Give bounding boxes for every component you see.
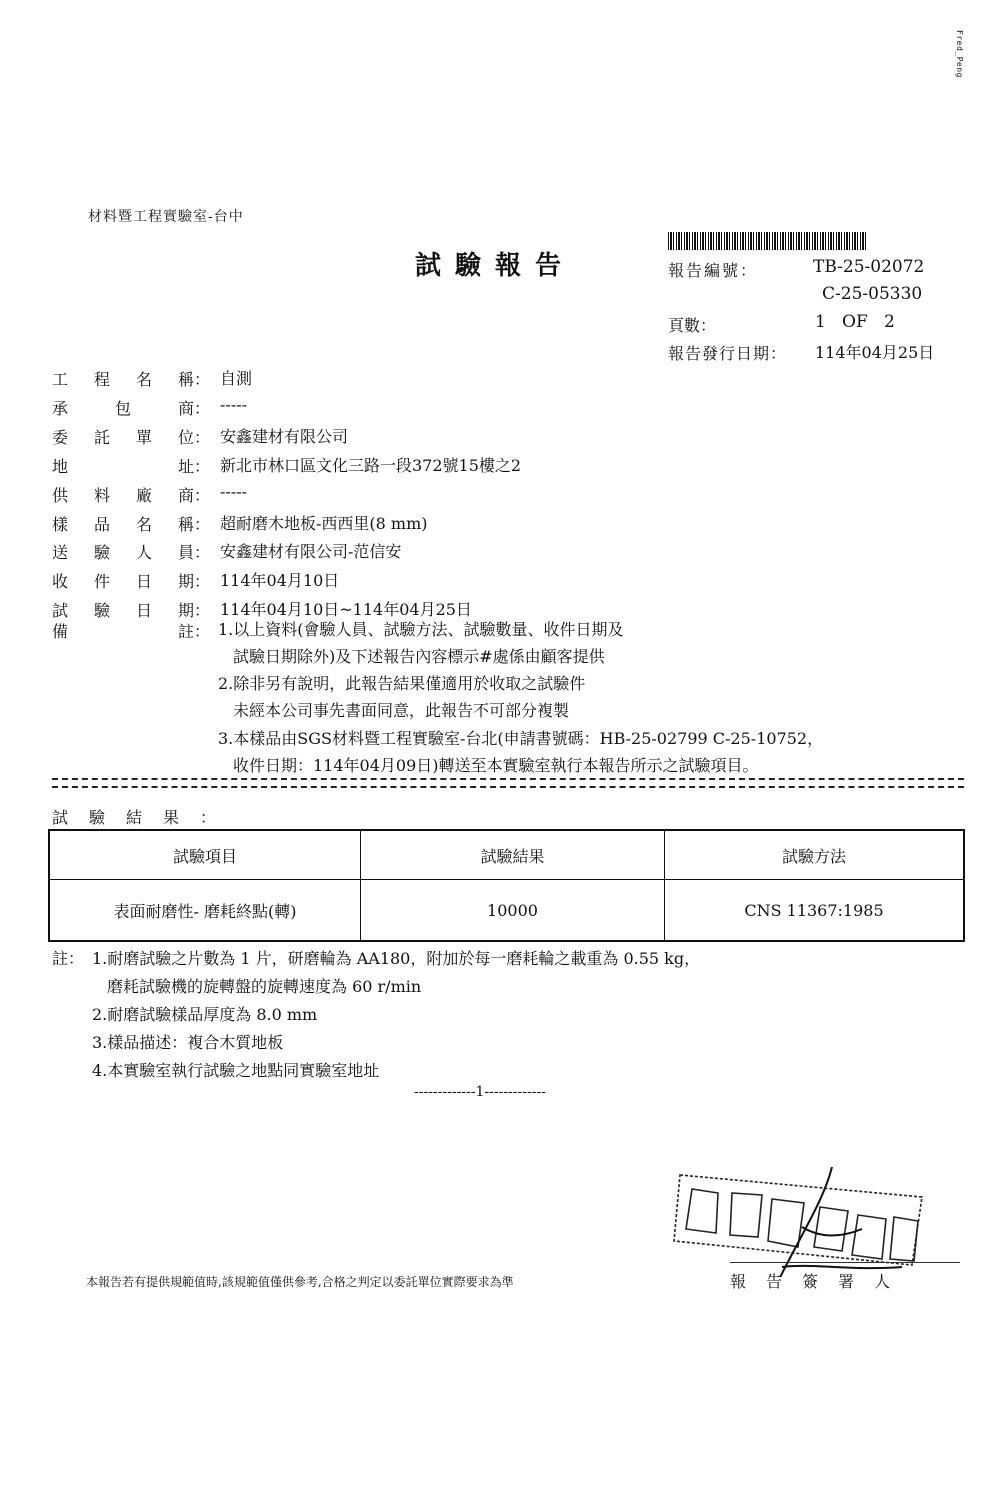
remark-line: 3.本樣品由SGS材料暨工程實驗室-台北(申請書號碼：HB-25-02799 C-25-10752， (218, 729, 824, 748)
note-line: 4.本實驗室執行試驗之地點同實驗室地址 (92, 1061, 380, 1080)
field-label-char: 單 (135, 428, 152, 447)
field-label-char: 驗 (93, 543, 110, 562)
seal-stamp-icon (672, 1167, 942, 1277)
lab-name: 材料暨工程實驗室-台中 (88, 209, 244, 225)
results-table (48, 829, 965, 942)
field-label (52, 540, 210, 563)
report-title: 試驗報告 (415, 251, 576, 281)
side-mark: Fred_Peng (955, 30, 964, 78)
report-number-2: C-25-05330 (822, 284, 923, 304)
field-label-char: 期： (177, 601, 210, 620)
page-count-value: 1 OF 2 (815, 312, 895, 332)
note-line: 磨耗試驗機的旋轉盤的旋轉速度為 60 r/min (107, 977, 422, 996)
footer-note: 本報告若有提供規範值時,該規範值僅供參考,合格之判定以委託單位實際要求為準 (86, 1275, 514, 1289)
field-value: ----- (220, 395, 248, 414)
signer-label: 報告簽署人 (730, 1272, 911, 1291)
field-label-char: 驗 (93, 601, 110, 620)
table-cell: 表面耐磨性- 磨耗終點(轉) (49, 880, 361, 942)
field-label (52, 512, 210, 535)
field-label-char: 商： (177, 486, 210, 505)
field-label-char: 包 (114, 399, 131, 418)
separator-double-line (52, 778, 964, 788)
field-label-char: 送 (52, 543, 69, 562)
field-label (52, 598, 210, 621)
field-label-char: 稱： (177, 515, 210, 534)
remarks-label-2: 註： (177, 622, 210, 641)
report-number-label: 報告編號： (668, 261, 759, 280)
field-label-char: 日 (135, 572, 152, 591)
field-label-char: 工 (52, 370, 69, 389)
remark-line: 未經本公司事先書面同意，此報告不可部分複製 (233, 701, 570, 720)
field-value: 安鑫建材有限公司 (220, 427, 349, 446)
remarks-label (52, 619, 210, 642)
header-cell: 試驗結果 (361, 830, 665, 880)
field-label-char: 商： (177, 399, 210, 418)
field-label-char: 程 (93, 370, 110, 389)
field-value: 超耐磨木地板-西西里(8 mm) (220, 514, 428, 533)
field-label-char: 收 (52, 572, 69, 591)
field-value: 114年04月10日 (220, 571, 340, 590)
page-marker: -------------1------------- (414, 1084, 546, 1100)
field-value: 114年04月10日~114年04月25日 (220, 600, 472, 619)
results-label: 試驗結果： (52, 808, 238, 827)
field-label-char: 委 (52, 428, 69, 447)
remark-line: 2.除非另有說明，此報告結果僅適用於收取之試驗件 (218, 674, 586, 693)
field-label (52, 569, 210, 592)
field-label-char: 供 (52, 486, 69, 505)
remark-line: 收件日期：114年04月09日)轉送至本實驗室執行本報告所示之試驗項目。 (233, 756, 759, 775)
field-label-char: 期： (177, 572, 210, 591)
field-label-char: 日 (135, 601, 152, 620)
field-label (52, 483, 210, 506)
field-label-char: 試 (52, 601, 69, 620)
issue-date-value: 114年04月25日 (815, 343, 935, 362)
field-value: 新北市林口區文化三路一段372號15樓之2 (220, 456, 522, 475)
remark-line: 試驗日期除外)及下述報告內容標示#處係由顧客提供 (233, 647, 605, 666)
field-label (52, 367, 210, 390)
field-label (52, 454, 210, 477)
field-value: 安鑫建材有限公司-范信安 (220, 542, 402, 561)
notes-prefix: 註： (52, 949, 85, 968)
note-line: 1.耐磨試驗之片數為 1 片，研磨輪為 AA180，附加於每一磨耗輪之載重為 0.55 kg， (92, 949, 701, 968)
field-label-char: 員： (177, 543, 210, 562)
remark-line: 1.以上資料(會驗人員、試驗方法、試驗數量、收件日期及 (218, 620, 624, 639)
header-cell: 試驗項目 (49, 830, 361, 880)
table-cell: 10000 (361, 880, 665, 942)
field-label (52, 396, 210, 419)
remarks-label-1: 備 (52, 622, 69, 641)
field-value: ----- (220, 482, 248, 501)
field-label-char: 地 (52, 457, 69, 476)
page-count-label (668, 313, 798, 336)
field-value: 自測 (220, 369, 253, 388)
field-label-char: 稱： (177, 370, 210, 389)
field-label (52, 425, 210, 448)
field-label-char: 料 (93, 486, 110, 505)
field-label-char: 人 (135, 543, 152, 562)
field-label-char: 廠 (135, 486, 152, 505)
field-label-char: 樣 (52, 515, 69, 534)
field-label-char: 託 (93, 428, 110, 447)
note-line: 3.樣品描述：複合木質地板 (92, 1033, 284, 1052)
field-label-char: 件 (93, 572, 110, 591)
field-label-char: 址： (177, 457, 210, 476)
page-count-label-text: 頁數： (668, 316, 717, 335)
note-line: 2.耐磨試驗樣品厚度為 8.0 mm (92, 1005, 318, 1024)
issue-date-label: 報告發行日期： (668, 344, 788, 363)
report-number-1: TB-25-02072 (813, 257, 925, 277)
signature-line (730, 1262, 960, 1263)
barcode (668, 232, 868, 250)
table-cell: CNS 11367:1985 (665, 880, 965, 942)
field-label-char: 品 (93, 515, 110, 534)
field-label-char: 名 (135, 370, 152, 389)
header-cell: 試驗方法 (665, 830, 965, 880)
table-row (49, 880, 964, 942)
field-label-char: 位： (177, 428, 210, 447)
field-label-char: 承 (52, 399, 69, 418)
field-label-char: 名 (135, 515, 152, 534)
table-header-row (49, 830, 964, 880)
